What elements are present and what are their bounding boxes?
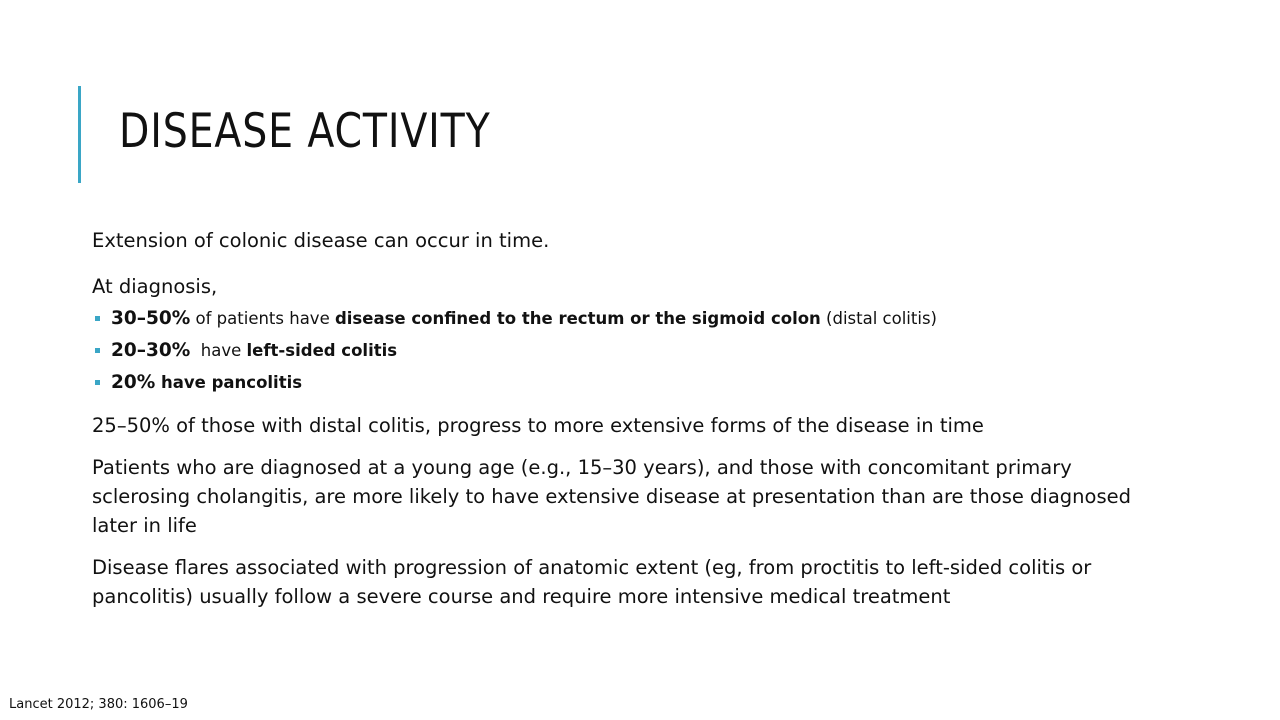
paragraph-at-diagnosis: At diagnosis, bbox=[92, 275, 218, 298]
paragraph-progression: 25–50% of those with distal colitis, progress to more extensive forms of the disease in time bbox=[92, 414, 984, 437]
paragraph-young-age: Patients who are diagnosed at a young age (e.g., 15–30 years), and those with concomitant primary sclerosing cholangitis, are more likely to have extensive disease at presentation than are those diagnosed later in life bbox=[92, 456, 1131, 537]
bullet-percentage: 20–30% bbox=[111, 340, 191, 361]
paragraph-extension: Extension of colonic disease can occur in time. bbox=[92, 229, 550, 252]
bullet-bold-text: disease confined to the rectum or the sigmoid colon bbox=[334, 309, 821, 328]
paragraph-flares: Disease flares associated with progression of anatomic extent (eg, from proctitis to left-sided colitis or pancolitis) usually follow a severe course and require more intensive medical treatment bbox=[92, 556, 1092, 608]
list-item bbox=[92, 335, 1172, 367]
citation: Lancet 2012; 380: 1606–19 bbox=[9, 697, 188, 712]
slide-body bbox=[92, 226, 1172, 624]
bullet-text-suffix: (distal colitis) bbox=[820, 309, 937, 328]
bullet-bold-text: left-sided colitis bbox=[246, 341, 398, 360]
diagnosis-bullet-list bbox=[92, 303, 1172, 399]
list-item bbox=[92, 367, 1172, 399]
square-bullet-icon bbox=[95, 348, 100, 353]
square-bullet-icon bbox=[95, 380, 100, 385]
bullet-text: of patients have bbox=[190, 309, 335, 328]
square-bullet-icon bbox=[95, 316, 100, 321]
bullet-percentage: 30–50% bbox=[111, 308, 191, 329]
title-accent-bar bbox=[78, 86, 81, 183]
bullet-text: have bbox=[190, 341, 247, 360]
slide-title: DISEASE ACTIVITY bbox=[119, 104, 491, 159]
bullet-percentage: 20% bbox=[111, 372, 156, 393]
list-item bbox=[92, 303, 1172, 335]
bullet-bold-text: have pancolitis bbox=[155, 373, 303, 392]
